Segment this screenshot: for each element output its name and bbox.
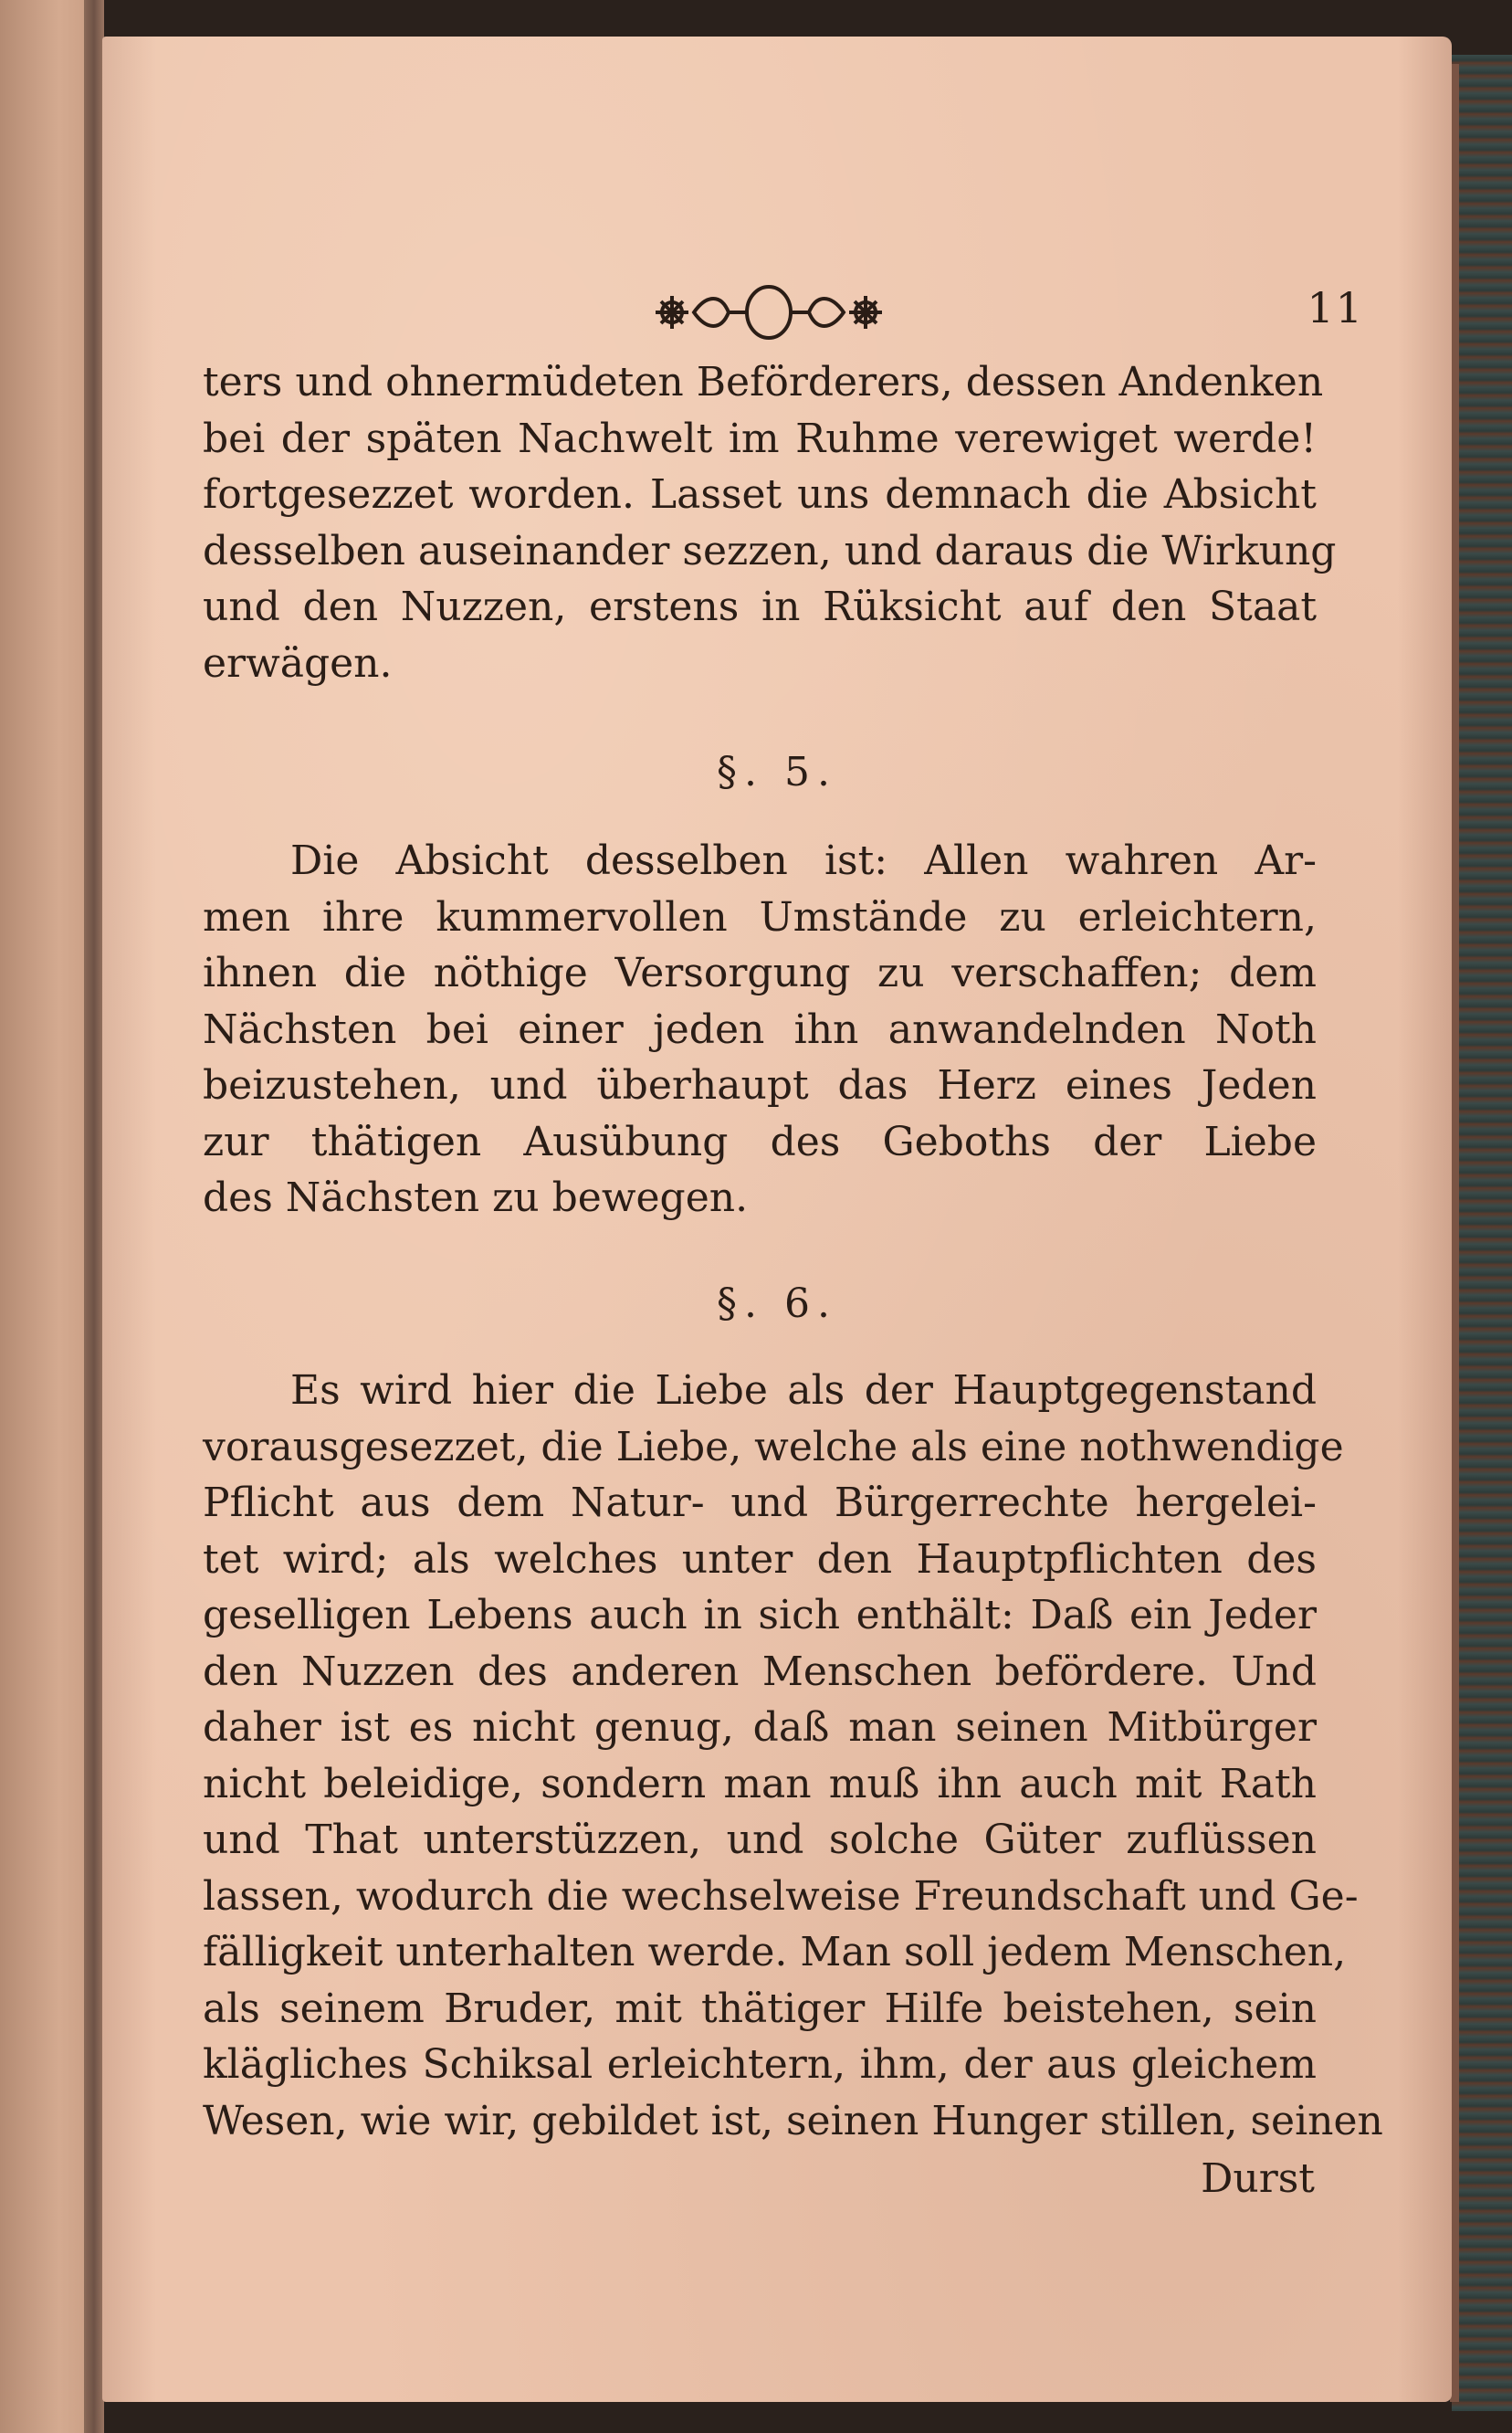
- text-line: lassen, wodurch die wechselweise Freundschaft und Ge-: [203, 1872, 1359, 1920]
- text-line: Pflicht aus dem Natur- und Bürgerrechte hergelei-: [203, 1480, 1317, 1526]
- text-line: geselligen Lebens auch in sich enthält: Daß ein Jeder: [203, 1592, 1317, 1638]
- text-line: den Nuzzen des anderen Menschen befördere. Und: [203, 1648, 1317, 1695]
- page-number: 11: [1307, 283, 1364, 332]
- section-6-paragraph: [203, 1363, 1383, 2149]
- text-line: klägliches Schiksal erleichtern, ihm, der aus gleichem: [203, 2041, 1317, 2088]
- text-line: men ihre kummervollen Umstände zu erleichtern,: [203, 893, 1317, 941]
- text-line: bei der späten Nachwelt im Ruhme verewiget werde!: [203, 415, 1317, 462]
- text-line: fortgesezzet worden. Lasset uns demnach die Absicht: [203, 471, 1317, 518]
- section-5-heading: §. 5.: [717, 749, 837, 795]
- text-line: und den Nuzzen, erstens in Rüksicht auf den Staat: [203, 584, 1317, 630]
- text-line: erwägen.: [203, 639, 393, 687]
- catchword: Durst: [1201, 2155, 1315, 2202]
- text-line: als seinem Bruder, mit thätiger Hilfe beistehen, sein: [203, 1985, 1317, 2032]
- section-5-paragraph: [203, 833, 1317, 1227]
- section-6-heading: §. 6.: [717, 1280, 837, 1327]
- text-line: Es wird hier die Liebe als der Hauptgegenstand: [290, 1367, 1317, 1414]
- text-line: Die Absicht desselben ist: Allen wahren Ar-: [290, 837, 1317, 884]
- text-line: vorausgesezzet, die Liebe, welche als eine nothwendige: [203, 1423, 1344, 1470]
- text-line: Nächsten bei einer jeden ihn anwandelnden Noth: [203, 1006, 1317, 1053]
- running-header: [102, 276, 1452, 349]
- text-line: nicht beleidige, sondern man muß ihn auch mit Rath: [203, 1760, 1317, 1807]
- book-gutter: [84, 0, 104, 2433]
- text-line: des Nächsten zu bewegen.: [203, 1174, 749, 1221]
- book-cover-edge: [1452, 55, 1512, 2411]
- text-line: daher ist es nicht genug, daß man seinen Mitbürger: [203, 1704, 1317, 1751]
- text-line: und That unterstüzzen, und solche Güter zuflüssen: [203, 1817, 1317, 1863]
- paragraph-continuation: [203, 354, 1337, 691]
- book-page: [102, 37, 1452, 2402]
- text-line: tet wird; als welches unter den Hauptpflichten des: [203, 1535, 1317, 1583]
- header-ornament-icon: [650, 276, 887, 349]
- text-line: zur thätigen Ausübung des Geboths der Liebe: [203, 1118, 1317, 1165]
- text-line: ters und ohnermüdeten Beförderers, dessen Andenken: [203, 359, 1324, 406]
- text-line: fälligkeit unterhalten werde. Man soll jedem Menschen,: [203, 1929, 1347, 1975]
- text-line: beizustehen, und überhaupt das Herz eines Jeden: [203, 1062, 1317, 1109]
- text-line: Wesen, wie wir, gebildet ist, seinen Hunger stillen, seinen: [203, 2097, 1383, 2144]
- text-line: desselben auseinander sezzen, und daraus die Wirkung: [203, 527, 1337, 574]
- text-line: ihnen die nöthige Versorgung zu verschaffen; dem: [203, 950, 1317, 996]
